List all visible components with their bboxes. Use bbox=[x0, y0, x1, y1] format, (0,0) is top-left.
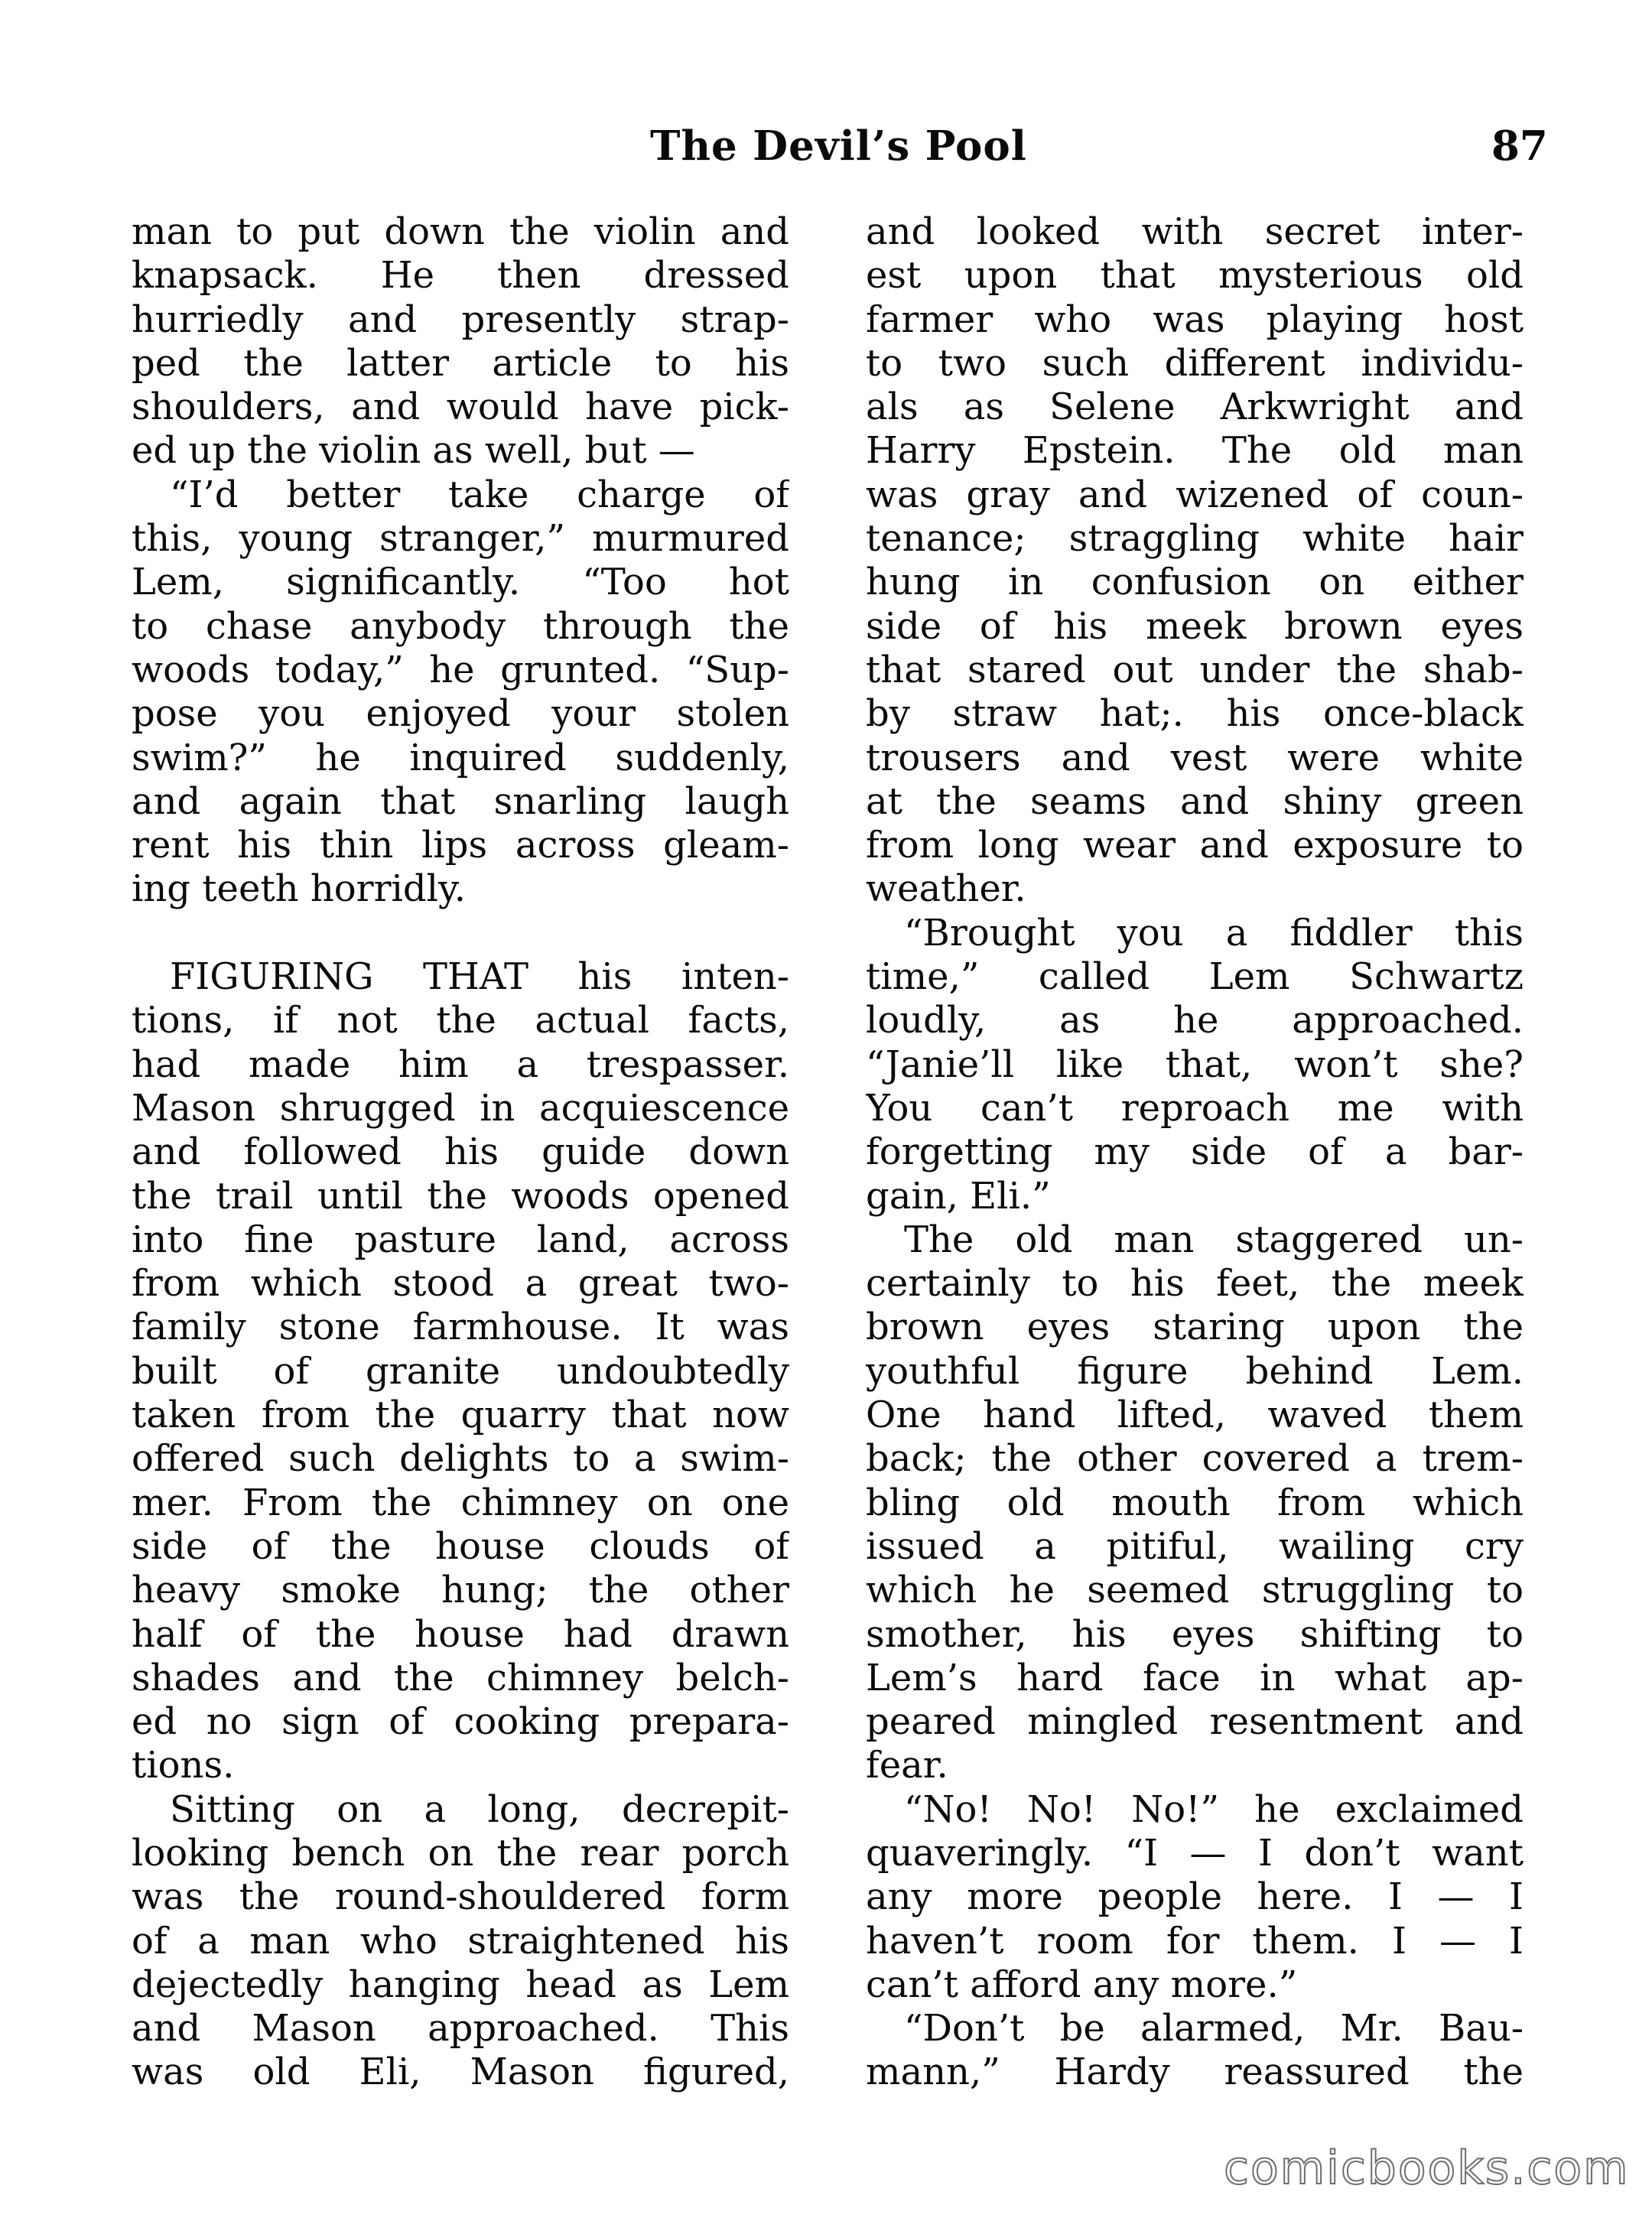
running-title: The Devil’s Pool bbox=[650, 122, 1027, 170]
text-line: als as Selene Arkwright and bbox=[866, 385, 1524, 429]
page-number: 87 bbox=[1491, 122, 1548, 170]
text-line: woods today,” he grunted. “Sup- bbox=[132, 648, 789, 691]
text-line: est upon that mysterious old bbox=[866, 254, 1524, 298]
text-line: can’t afford any more.” bbox=[866, 1963, 1298, 2006]
text-line: ing teeth horridly. bbox=[132, 867, 466, 911]
text-line: bling old mouth from which bbox=[866, 1481, 1524, 1524]
text-line: to chase anybody through the bbox=[132, 604, 789, 648]
text-line: to two such different individu- bbox=[866, 341, 1524, 385]
text-line: brown eyes staring upon the bbox=[866, 1306, 1524, 1349]
text-line: and again that snarling laugh bbox=[132, 779, 789, 823]
text-line: fear. bbox=[866, 1744, 948, 1787]
text-line: taken from the quarry that now bbox=[132, 1394, 789, 1437]
text-line: pose you enjoyed your stolen bbox=[132, 692, 789, 736]
page-header bbox=[0, 122, 1652, 184]
text-line: loudly, as he approached. bbox=[866, 999, 1524, 1042]
text-line: “I’d better take charge of bbox=[170, 473, 789, 516]
text-line: hurriedly and presently strap- bbox=[132, 298, 789, 341]
text-line: tions, if not the actual facts, bbox=[132, 999, 789, 1042]
text-line: quaveringly. “I — I don’t want bbox=[866, 1831, 1524, 1875]
text-line: One hand lifted, waved them bbox=[866, 1394, 1524, 1437]
paragraph-break bbox=[132, 912, 789, 955]
text-line: and followed his guide down bbox=[132, 1130, 789, 1174]
text-line: side of the house clouds of bbox=[132, 1524, 789, 1568]
text-line: looking bench on the rear porch bbox=[132, 1831, 789, 1875]
text-line: any more people here. I — I bbox=[866, 1875, 1524, 1919]
text-line: trousers and vest were white bbox=[866, 736, 1524, 779]
text-line: of a man who straightened his bbox=[132, 1919, 789, 1963]
text-line: hung in confusion on either bbox=[866, 561, 1524, 604]
text-line: was old Eli, Mason figured, bbox=[132, 2051, 789, 2094]
text-line: swim?” he inquired suddenly, bbox=[132, 736, 789, 779]
text-line: back; the other covered a trem- bbox=[866, 1437, 1524, 1481]
text-line: and looked with secret inter- bbox=[866, 210, 1524, 253]
text-line: Lem’s hard face in what ap- bbox=[866, 1656, 1524, 1699]
text-line: “Janie’ll like that, won’t she? bbox=[866, 1042, 1524, 1086]
text-line: “No! No! No!” he exclaimed bbox=[904, 1787, 1524, 1831]
text-line: built of granite undoubtedly bbox=[132, 1349, 789, 1393]
text-line: side of his meek brown eyes bbox=[866, 604, 1524, 648]
text-line: family stone farmhouse. It was bbox=[132, 1306, 789, 1349]
text-line: Mason shrugged in acquiescence bbox=[132, 1086, 789, 1130]
right-text-column bbox=[866, 210, 1524, 2095]
text-line: youthful figure behind Lem. bbox=[866, 1349, 1524, 1393]
text-line: that stared out under the shab- bbox=[866, 648, 1524, 691]
text-line: and Mason approached. This bbox=[132, 2007, 789, 2051]
text-line: shoulders, and would have pick- bbox=[132, 385, 789, 429]
left-text-column bbox=[132, 210, 789, 2095]
text-line: haven’t room for them. I — I bbox=[866, 1919, 1524, 1963]
text-line: mer. From the chimney on one bbox=[132, 1481, 789, 1524]
text-line: ed no sign of cooking prepara- bbox=[132, 1700, 789, 1744]
text-line: this, young stranger,” murmured bbox=[132, 517, 789, 561]
text-line: knapsack. He then dressed bbox=[132, 254, 789, 298]
text-line: farmer who was playing host bbox=[866, 298, 1524, 341]
text-line: at the seams and shiny green bbox=[866, 779, 1524, 823]
text-line: shades and the chimney belch- bbox=[132, 1656, 789, 1699]
text-line: weather. bbox=[866, 867, 1026, 911]
text-line: from long wear and exposure to bbox=[866, 824, 1524, 867]
text-line: offered such delights to a swim- bbox=[132, 1437, 789, 1481]
text-line: ed up the violin as well, but — bbox=[132, 429, 695, 473]
text-line: the trail until the woods opened bbox=[132, 1174, 789, 1218]
text-line: certainly to his feet, the meek bbox=[866, 1262, 1524, 1306]
text-line: Harry Epstein. The old man bbox=[866, 429, 1524, 473]
text-line: was gray and wizened of coun- bbox=[866, 473, 1524, 516]
text-line: which he seemed struggling to bbox=[866, 1569, 1524, 1612]
text-line: peared mingled resentment and bbox=[866, 1700, 1524, 1744]
text-line: Lem, significantly. “Too hot bbox=[132, 561, 789, 604]
text-line: forgetting my side of a bar- bbox=[866, 1130, 1524, 1174]
text-line: You can’t reproach me with bbox=[866, 1086, 1524, 1130]
text-line: man to put down the violin and bbox=[132, 210, 789, 253]
text-line: mann,” Hardy reassured the bbox=[866, 2051, 1524, 2094]
text-line: ped the latter article to his bbox=[132, 341, 789, 385]
text-line: rent his thin lips across gleam- bbox=[132, 824, 789, 867]
watermark: comicbooks.com bbox=[1224, 2142, 1630, 2195]
text-line: was the round-shouldered form bbox=[132, 1875, 789, 1919]
text-line: half of the house had drawn bbox=[132, 1612, 789, 1656]
text-line: by straw hat;. his once-black bbox=[866, 692, 1524, 736]
text-line: “Don’t be alarmed, Mr. Bau- bbox=[904, 2007, 1524, 2051]
text-line: issued a pitiful, wailing cry bbox=[866, 1524, 1524, 1568]
text-line: “Brought you a fiddler this bbox=[904, 911, 1524, 955]
text-line: FIGURING THAT his inten- bbox=[170, 955, 789, 999]
text-line: dejectedly hanging head as Lem bbox=[132, 1963, 789, 2006]
text-line: time,” called Lem Schwartz bbox=[866, 955, 1524, 999]
text-line: had made him a trespasser. bbox=[132, 1042, 789, 1086]
text-line: tenance; straggling white hair bbox=[866, 517, 1524, 561]
text-line: heavy smoke hung; the other bbox=[132, 1569, 789, 1612]
text-line: smother, his eyes shifting to bbox=[866, 1612, 1524, 1656]
text-line: The old man staggered un- bbox=[904, 1218, 1524, 1261]
text-line: Sitting on a long, decrepit- bbox=[170, 1787, 789, 1831]
text-line: from which stood a great two- bbox=[132, 1262, 789, 1306]
text-line: tions. bbox=[132, 1744, 235, 1787]
text-line: gain, Eli.” bbox=[866, 1174, 1051, 1218]
text-line: into fine pasture land, across bbox=[132, 1218, 789, 1261]
